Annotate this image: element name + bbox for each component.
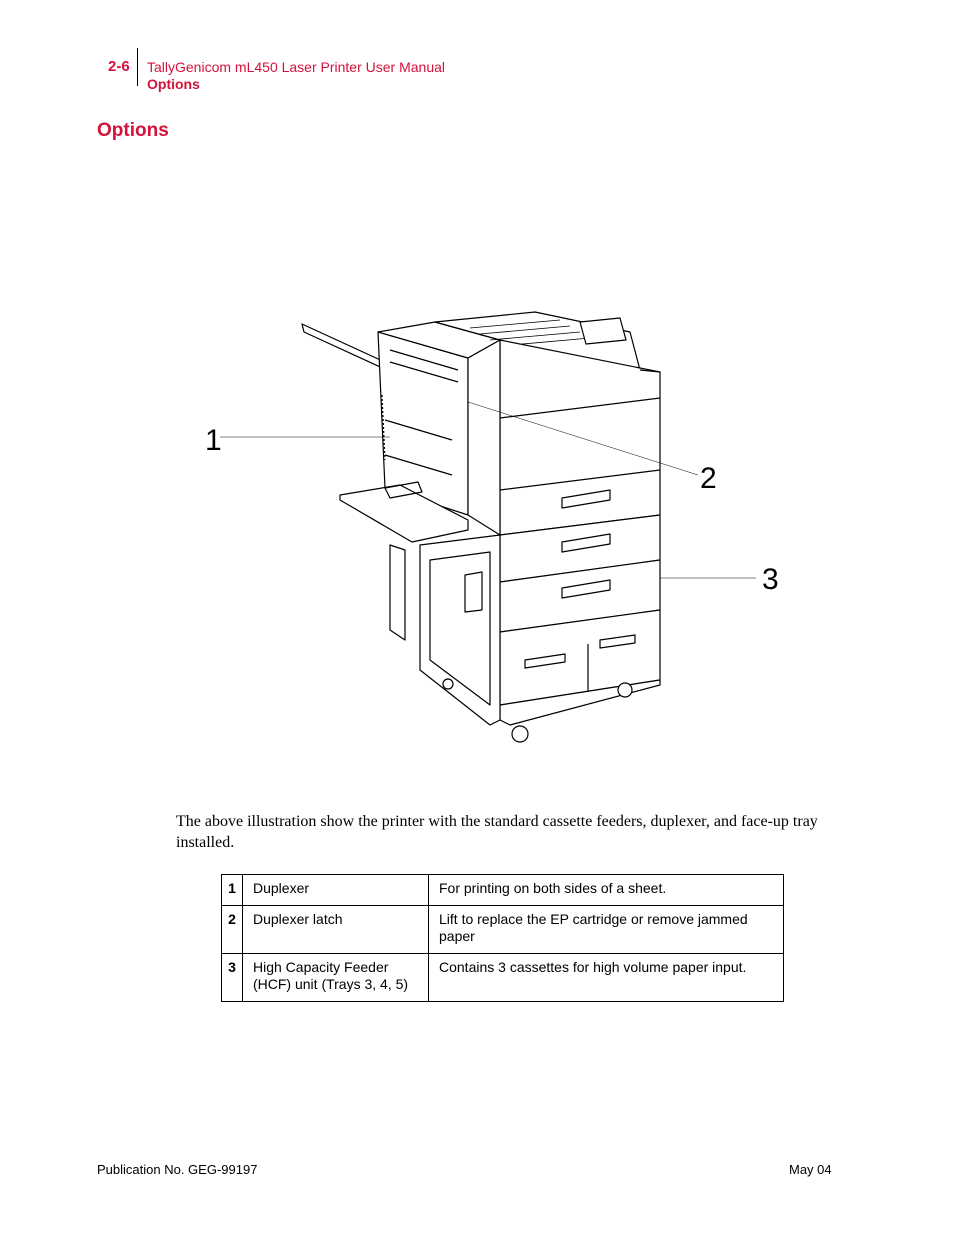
row-number: 1 [222, 875, 243, 906]
manual-title: TallyGenicom mL450 Laser Printer User Manual [147, 59, 446, 75]
callout-2: 2 [700, 462, 717, 495]
publication-date: May 04 [789, 1162, 832, 1177]
table-row [222, 875, 784, 906]
part-description: Lift to replace the EP cartridge or remove jammed paper [429, 906, 784, 954]
callout-1: 1 [205, 424, 222, 457]
part-name: Duplexer latch [243, 906, 429, 954]
row-number: 3 [222, 954, 243, 1002]
header-divider [137, 48, 138, 86]
part-name: High Capacity Feeder (HCF) unit (Trays 3, 4, 5) [243, 954, 429, 1002]
header-section-name: Options [147, 76, 200, 92]
table-row [222, 954, 784, 1002]
part-name: Duplexer [243, 875, 429, 906]
callout-3: 3 [762, 563, 779, 596]
part-description: Contains 3 cassettes for high volume paper input. [429, 954, 784, 1002]
publication-number: Publication No. GEG-99197 [97, 1162, 258, 1177]
printer-illustration [190, 310, 790, 750]
row-number: 2 [222, 906, 243, 954]
part-description: For printing on both sides of a sheet. [429, 875, 784, 906]
description-paragraph: The above illustration show the printer with the standard cassette feeders, duplexer, and face-up tray installed. [176, 813, 818, 851]
table-row [222, 906, 784, 954]
page-heading: Options [97, 120, 169, 141]
parts-legend-table [221, 874, 784, 1002]
page-number: 2-6 [108, 58, 130, 75]
